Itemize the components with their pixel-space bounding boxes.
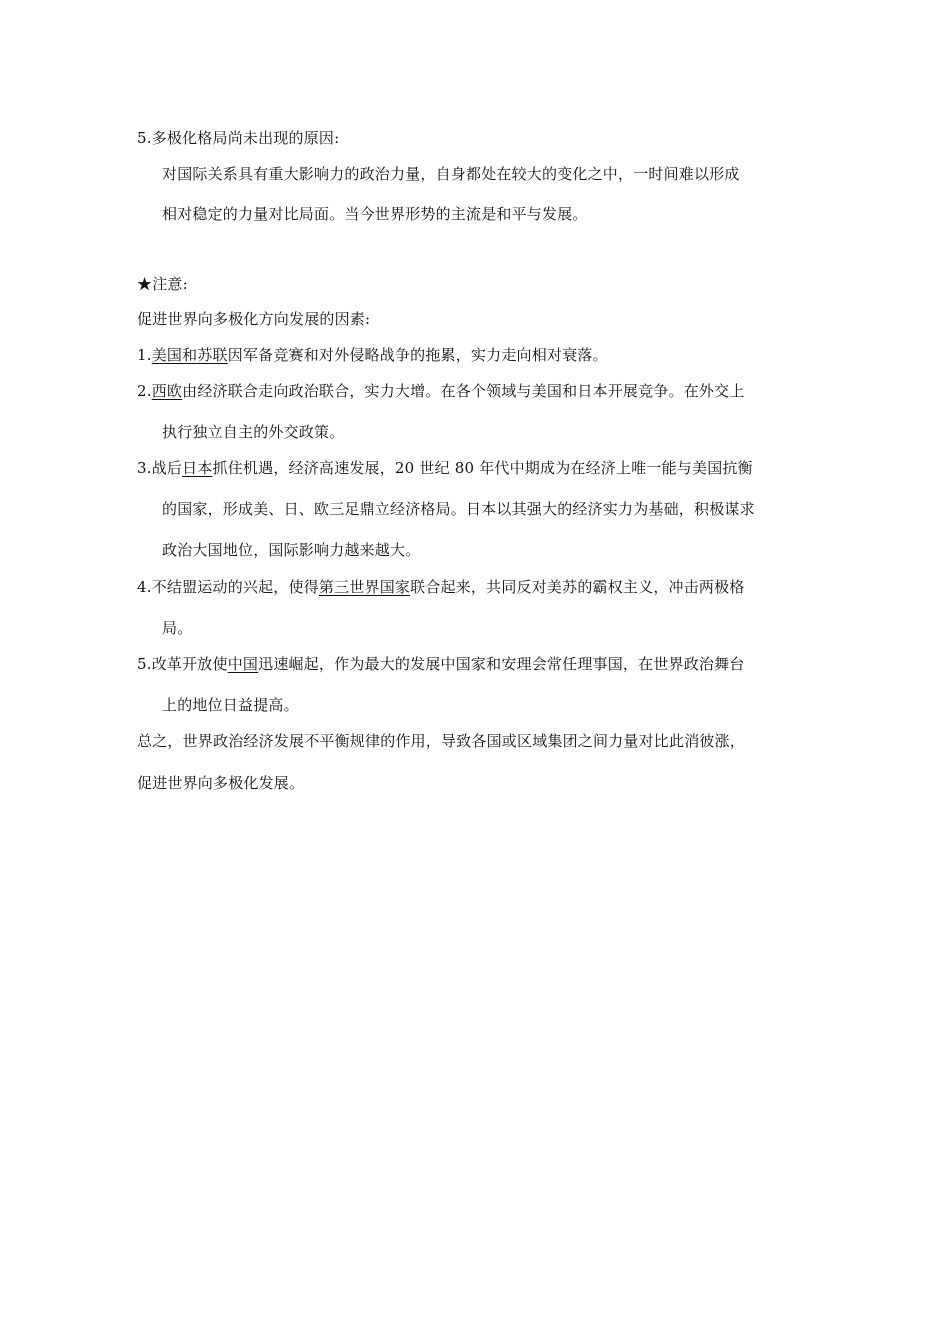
section5-body-line2: 相对稳定的力量对比局面。当今世界形势的主流是和平与发展。 xyxy=(162,205,588,223)
item-number: 4.不结盟运动的兴起，使得 xyxy=(137,578,319,596)
summary-line1: 总之，世界政治经济发展不平衡规律的作用，导致各国或区域集团之间力量对比此消彼涨， xyxy=(137,732,746,750)
item-number: 2. xyxy=(137,382,152,400)
list-item xyxy=(137,381,745,401)
list-item xyxy=(137,654,745,674)
item-text: 由经济联合走向政治联合，实力大增。在各个领域与美国和日本开展竞争。在外交上 xyxy=(182,382,745,400)
underlined-term: 日本 xyxy=(182,459,213,477)
note-intro: 促进世界向多极化方向发展的因素: xyxy=(137,310,371,328)
underlined-term: 第三世界国家 xyxy=(318,578,411,596)
summary-line2: 促进世界向多极化发展。 xyxy=(137,774,305,792)
list-item-continuation: 的国家，形成美、日、欧三足鼎立经济格局。日本以其强大的经济实力为基础，积极谋求 xyxy=(162,500,755,518)
item-text: 因军备竞赛和对外侵略战争的拖累，实力走向相对衰落。 xyxy=(227,346,608,364)
item-number: 5.改革开放使 xyxy=(137,655,228,673)
item-text: 抓住机遇，经济高速发展，20 世纪 80 年代中期成为在经济上唯一能与美国抗衡 xyxy=(212,459,753,477)
list-item-continuation: 局。 xyxy=(162,619,193,637)
list-item xyxy=(137,577,745,597)
underlined-term: 西欧 xyxy=(151,382,183,400)
item-text: 联合起来，共同反对美苏的霸权主义，冲击两极格 xyxy=(410,578,745,596)
underlined-term: 中国 xyxy=(227,655,259,673)
section5-body-line1: 对国际关系具有重大影响力的政治力量，自身都处在较大的变化之中，一时间难以形成 xyxy=(162,165,740,183)
section5-heading: 5.多极化格局尚未出现的原因: xyxy=(137,129,340,147)
item-number: 3.战后 xyxy=(137,459,183,477)
underlined-term: 美国和苏联 xyxy=(151,346,228,364)
list-item-continuation: 执行独立自主的外交政策。 xyxy=(162,423,345,441)
item-text: 迅速崛起，作为最大的发展中国家和安理会常任理事国，在世界政治舞台 xyxy=(258,655,745,673)
list-item xyxy=(137,345,608,365)
list-item-continuation: 政治大国地位，国际影响力越来越大。 xyxy=(162,541,421,559)
list-item xyxy=(137,458,753,478)
item-number: 1. xyxy=(137,346,152,364)
list-item-continuation: 上的地位日益提高。 xyxy=(162,696,299,714)
note-title: ★注意: xyxy=(137,275,188,293)
